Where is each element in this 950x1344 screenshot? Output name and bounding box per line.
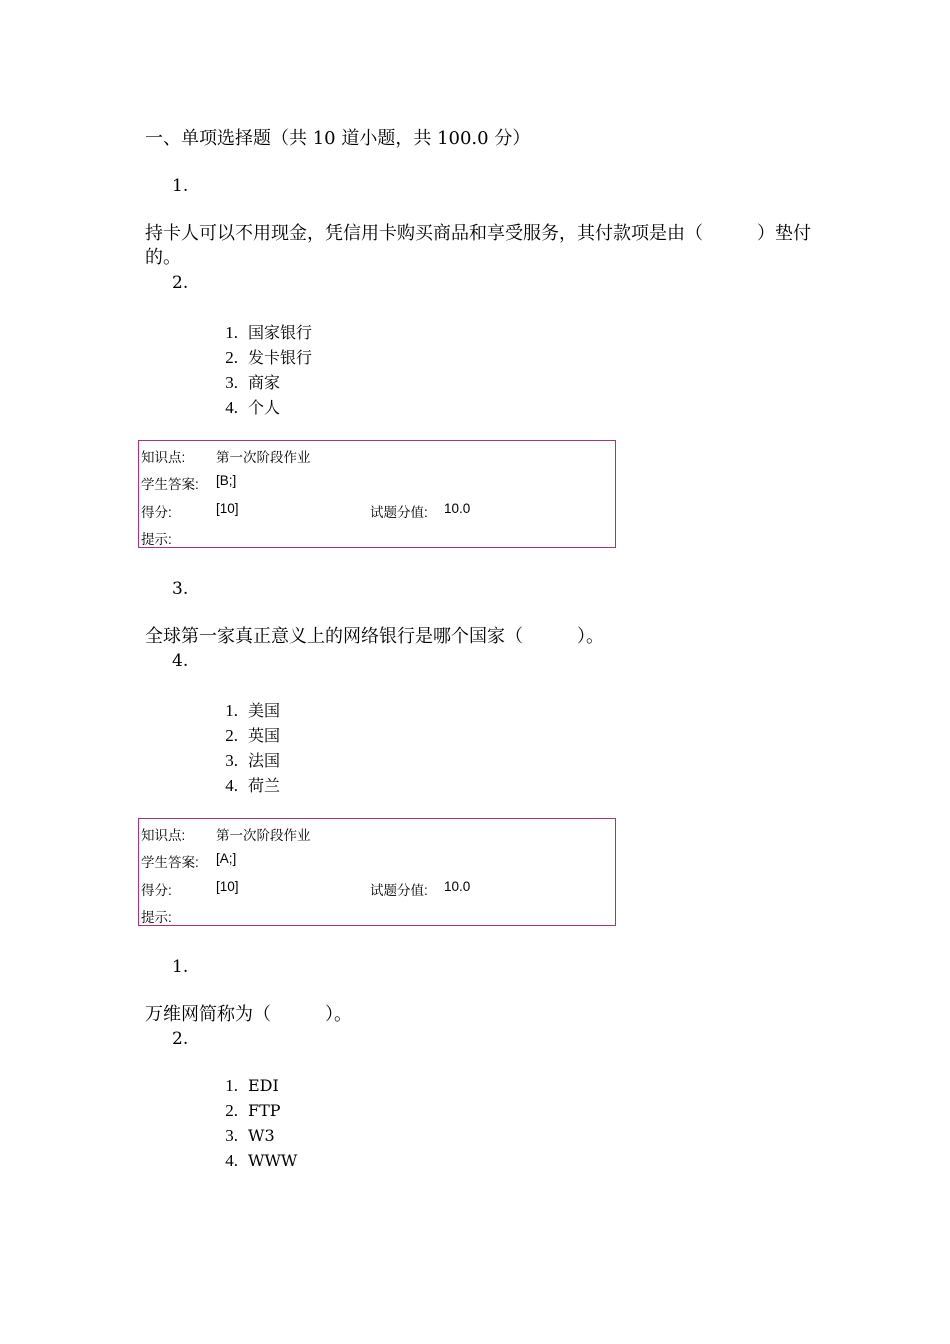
option-label: 美国 [248, 701, 281, 720]
option-number: 1. [225, 323, 238, 342]
option-label: 英国 [248, 726, 281, 745]
option-number: 3. [225, 1126, 238, 1145]
question-value: 10.0 [444, 501, 471, 516]
knowledge-label: 知识点: [141, 450, 186, 465]
option-label: 个人 [248, 398, 281, 417]
option-label: 国家银行 [248, 323, 313, 342]
option-number: 2. [225, 1101, 238, 1120]
option-number: 3. [225, 751, 238, 770]
option-number: 4. [225, 1151, 238, 1170]
option-label: FTP [248, 1101, 281, 1120]
option-label: 法国 [248, 751, 281, 770]
knowledge-label: 知识点: [141, 828, 186, 843]
score-value: [10] [216, 501, 239, 516]
option-item[interactable] [210, 1151, 297, 1171]
hint-label: 提示: [141, 532, 172, 547]
option-item[interactable] [210, 320, 312, 343]
option-item[interactable] [210, 748, 280, 771]
option-label: 发卡银行 [248, 348, 313, 367]
question-value-label: 试题分值: [370, 505, 428, 520]
answer-info-box [138, 440, 616, 548]
question-value-label: 试题分值: [370, 883, 428, 898]
option-label: 商家 [248, 373, 281, 392]
option-item[interactable] [210, 773, 280, 796]
question-number: 2. [172, 273, 189, 293]
option-item[interactable] [210, 698, 280, 721]
option-item[interactable] [210, 370, 280, 393]
option-number: 1. [225, 1076, 238, 1095]
option-number: 3. [225, 373, 238, 392]
option-item[interactable] [210, 1101, 281, 1121]
option-number: 4. [225, 776, 238, 795]
student-answer-value: [A;] [216, 851, 237, 866]
option-number: 1. [225, 701, 238, 720]
student-answer-label: 学生答案: [141, 477, 199, 492]
option-label: 荷兰 [248, 776, 281, 795]
question-value: 10.0 [444, 879, 471, 894]
answer-info-box [138, 818, 616, 926]
option-item[interactable] [210, 395, 280, 418]
knowledge-value: 第一次阶段作业 [216, 450, 311, 465]
option-label: EDI [248, 1076, 279, 1095]
option-item[interactable] [210, 345, 312, 368]
question-number: 3. [172, 579, 189, 599]
question-number: 1. [172, 176, 189, 196]
score-label: 得分: [141, 505, 172, 520]
option-item[interactable] [210, 1126, 275, 1146]
section-title: 一、单项选择题（共 10 道小题，共 100.0 分） [145, 128, 531, 149]
option-number: 2. [225, 348, 238, 367]
option-number: 2. [225, 726, 238, 745]
option-number: 4. [225, 398, 238, 417]
question-text: 万维网简称为（ ）。 [145, 1004, 352, 1025]
student-answer-label: 学生答案: [141, 855, 199, 870]
score-label: 得分: [141, 883, 172, 898]
question-number: 2. [172, 1029, 189, 1049]
question-number: 1. [172, 957, 189, 977]
hint-label: 提示: [141, 910, 172, 925]
question-number: 4. [172, 651, 189, 671]
option-label: WWW [248, 1151, 298, 1170]
student-answer-value: [B;] [216, 473, 237, 488]
option-item[interactable] [210, 1076, 279, 1096]
knowledge-value: 第一次阶段作业 [216, 828, 311, 843]
score-value: [10] [216, 879, 239, 894]
question-text: 持卡人可以不用现金，凭信用卡购买商品和享受服务，其付款项是由（ ）垫付的。 [145, 223, 811, 268]
option-label: W3 [248, 1126, 275, 1145]
question-text: 全球第一家真正意义上的网络银行是哪个国家（ ）。 [145, 626, 604, 647]
option-item[interactable] [210, 723, 280, 746]
